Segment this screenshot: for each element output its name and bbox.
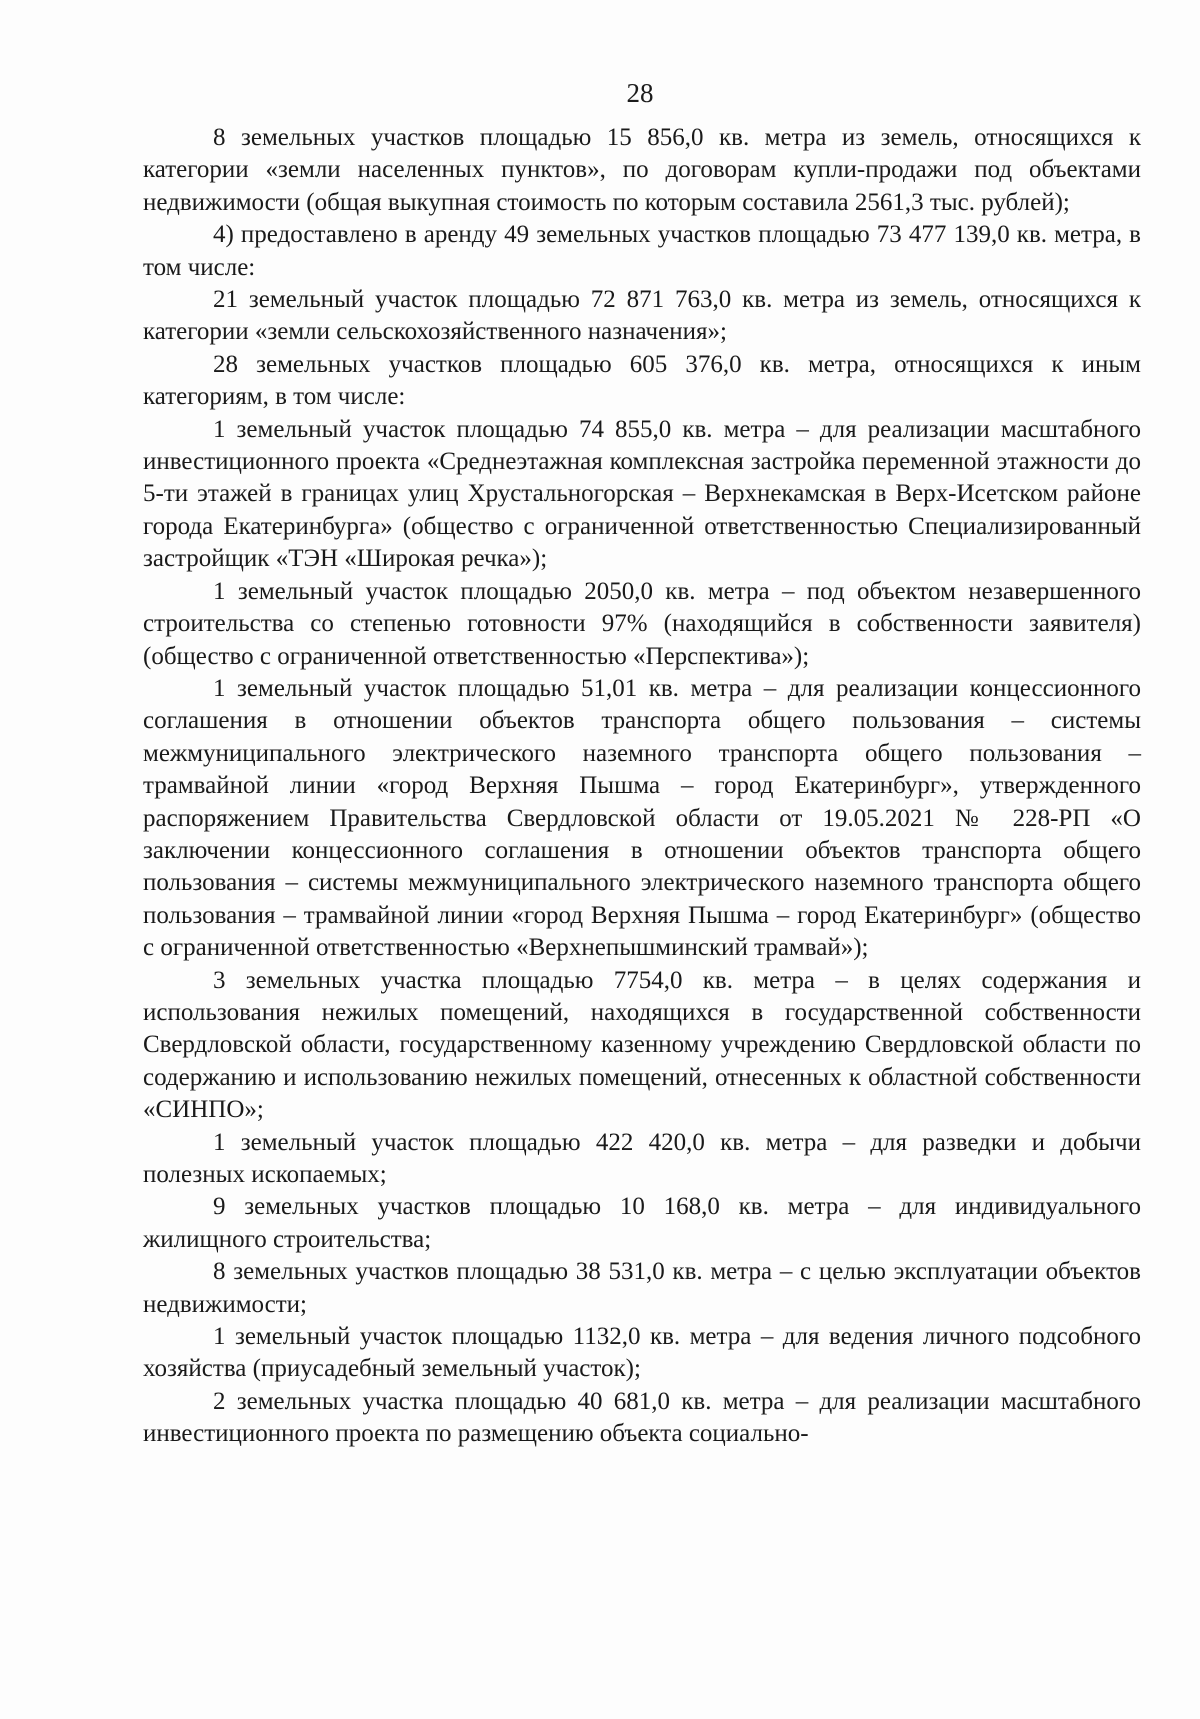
paragraph-9: 1 земельный участок площадью 422 420,0 кв. метра – для разведки и добычи полезных ископаемых; [143, 1128, 1141, 1188]
paragraph-6: 1 земельный участок площадью 2050,0 кв. метра – под объектом незавершенного строительства со степенью готовности 97% (находящийся в собственности заявителя) (общество с ограниченной ответственностью «Перспектива»); [143, 577, 1141, 670]
paragraph-7: 1 земельный участок площадью 51,01 кв. метра – для реализации концессионного соглашения в отношении объектов транспорта общего пользования – системы межмуниципального электрического наземного транспорта общего пользования – трамвайной линии «город Верхняя Пышма – город Екатеринбург», утвержденного распоряжением Правительства Свердловской области от 19.05.2021 № 228-РП «О заключении концессионного соглашения в отношении объектов транспорта общего пользования – системы межмуниципального электрического наземного транспорта общего пользования – трамвайной линии «город Верхняя Пышма – город Екатеринбург» (общество с ограниченной ответственностью «Верхнепышминский трамвай»); [143, 674, 1141, 962]
page-number: 28 [626, 78, 654, 108]
paragraph-13: 2 земельных участка площадью 40 681,0 кв. метра – для реализации масштабного инвестиционного проекта по размещению объекта социально- [143, 1387, 1141, 1448]
paragraph-3: 21 земельный участок площадью 72 871 763,0 кв. метра из земель, относящихся к категории «земли сельскохозяйственного назначения»; [143, 286, 1141, 346]
paragraph-10: 9 земельных участков площадью 10 168,0 кв. метра – для индивидуального жилищного строительства; [143, 1193, 1141, 1253]
paragraph-4: 28 земельных участков площадью 605 376,0 кв. метра, относящихся к иным категориям, в том числе: [143, 350, 1141, 411]
paragraph-5: 1 земельный участок площадью 74 855,0 кв. метра – для реализации масштабного инвестиционного проекта «Среднеэтажная комплексная застройка переменной этажности до 5-ти этажей в границах улиц Хрустальногорская – Верхнекамская в Верх-Исетском районе города Екатеринбурга» (общество с ограниченной ответственностью Специализированный застройщик «ТЭН «Широкая речка»); [143, 415, 1141, 573]
paragraph-1: 8 земельных участков площадью 15 856,0 кв. метра из земель, относящихся к категории «земли населенных пунктов», по договорам купли-продажи под объектами недвижимости (общая выкупная стоимость по которым составила 2561,3 тыс. рублей); [143, 124, 1141, 216]
paragraph-11: 8 земельных участков площадью 38 531,0 кв. метра – с целью эксплуатации объектов недвижимости; [143, 1258, 1141, 1318]
document-body [143, 122, 1141, 1451]
paragraph-8: 3 земельных участка площадью 7754,0 кв. метра – в целях содержания и использования нежилых помещений, находящихся в государственной собственности Свердловской области, государственному казенному учреждению Свердловской области по содержанию и использованию нежилых помещений, отнесенных к областной собственности «СИНПО»; [143, 966, 1141, 1124]
paragraph-2: 4) предоставлено в аренду 49 земельных участков площадью 73 477 139,0 кв. метра, в том числе: [143, 221, 1141, 281]
paragraph-12: 1 земельный участок площадью 1132,0 кв. метра – для ведения личного подсобного хозяйства (приусадебный земельный участок); [143, 1323, 1141, 1383]
